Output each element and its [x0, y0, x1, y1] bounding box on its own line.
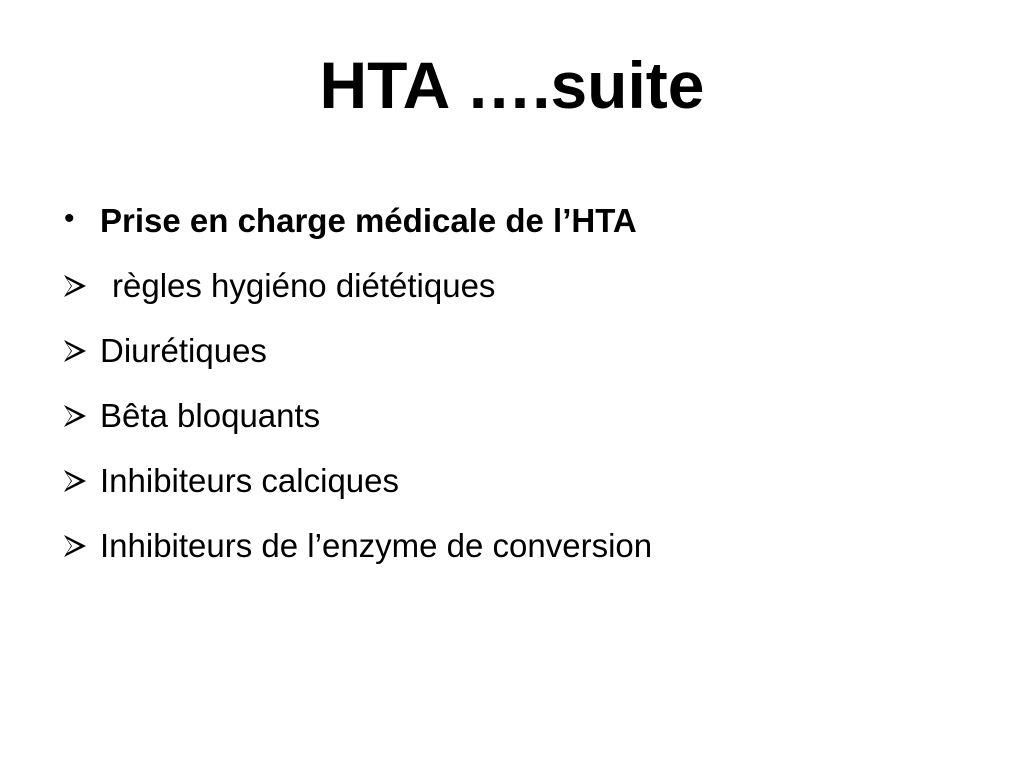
list-item-text: Inhibiteurs de l’enzyme de conversion — [100, 526, 653, 564]
dot-icon: • — [64, 201, 75, 235]
list-item — [62, 448, 962, 513]
list-item — [62, 513, 962, 578]
list-item-text: règles hygiéno diététiques — [112, 266, 496, 304]
arrow-bullet-icon — [62, 338, 100, 364]
bullet-list — [62, 188, 962, 578]
list-item — [62, 383, 962, 448]
arrow-bullet-icon — [62, 403, 100, 429]
list-item-text: Bêta bloquants — [100, 396, 321, 434]
list-item-text: Prise en charge médicale de l’HTA — [100, 201, 637, 239]
slide-title: HTA ….suite — [319, 48, 705, 122]
list-item-text: Diurétiques — [100, 331, 267, 369]
list-item — [62, 318, 962, 383]
list-item — [62, 188, 962, 253]
arrow-bullet-icon — [62, 273, 100, 299]
arrow-bullet-icon — [62, 533, 100, 559]
list-item — [62, 253, 962, 318]
list-item-text: Inhibiteurs calciques — [100, 461, 399, 499]
arrow-bullet-icon — [62, 468, 100, 494]
